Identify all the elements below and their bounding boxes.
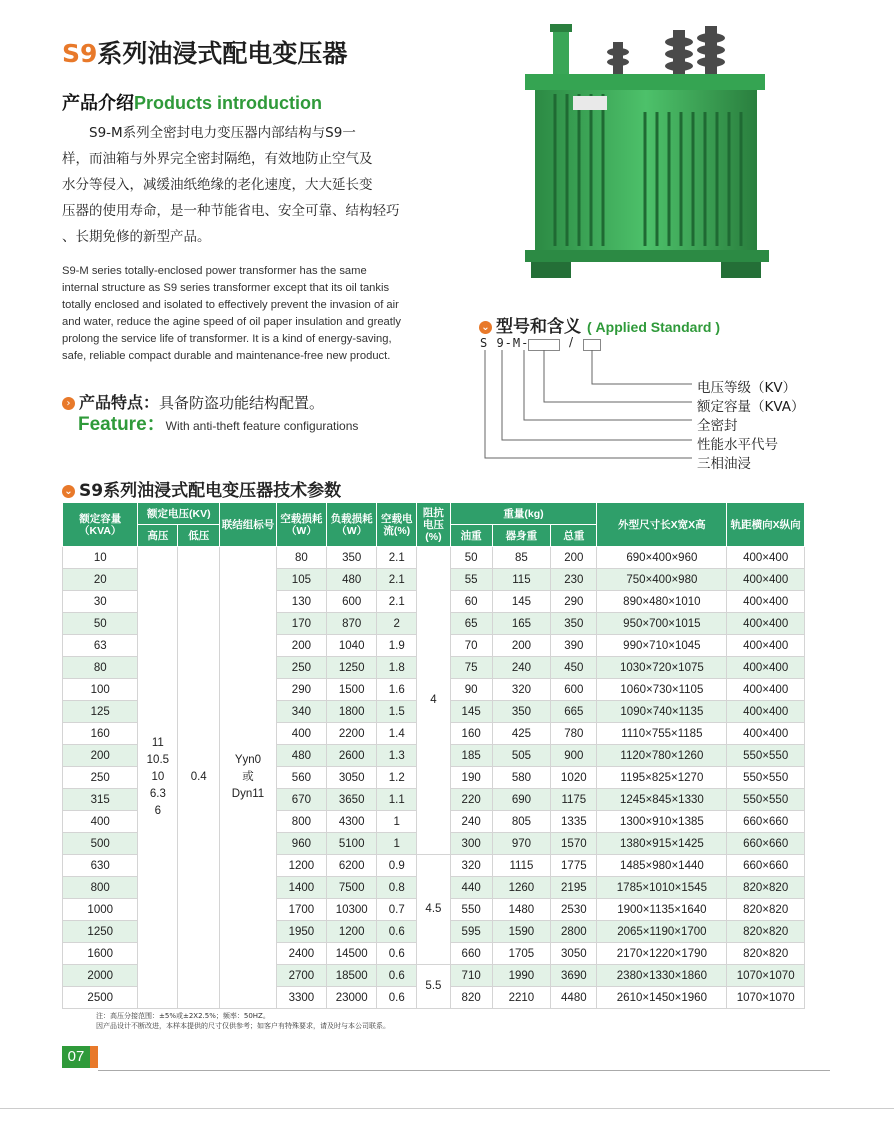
cell-capacity: 800 [63,877,138,899]
table-notes [96,1011,390,1031]
cell-dimensions: 1060×730×1105 [597,679,727,701]
cell-gauge: 820×820 [727,899,805,921]
header-connection: 联结组标号 [220,503,277,547]
feature-en: Feature：With anti-theft feature configurations [78,414,359,435]
cell-hv-merged-line: 10 [151,771,165,783]
cell-capacity: 20 [63,569,138,591]
cell-load-loss: 1040 [327,635,377,657]
cell-capacity: 2000 [63,965,138,987]
cell-capacity: 80 [63,657,138,679]
cell-noload-loss: 200 [276,635,326,657]
cell-gauge: 820×820 [727,921,805,943]
header-oil: 油重 [450,525,492,547]
cell-oil-weight: 595 [450,921,492,943]
cell-noload-current: 0.8 [377,877,417,899]
cell-noload-current: 2 [377,613,417,635]
cell-gauge: 400×400 [727,657,805,679]
cell-capacity: 100 [63,679,138,701]
cell-noload-current: 0.6 [377,965,417,987]
cell-total-weight: 2195 [551,877,597,899]
cell-dimensions: 1030×720×1075 [597,657,727,679]
cell-noload-loss: 2400 [276,943,326,965]
cell-load-loss: 2200 [327,723,377,745]
cell-noload-current: 1.4 [377,723,417,745]
cell-body-weight: 200 [492,635,551,657]
cell-body-weight: 1480 [492,899,551,921]
cell-noload-current: 1 [377,833,417,855]
cell-dimensions: 2065×1190×1700 [597,921,727,943]
cell-dimensions: 1900×1135×1640 [597,899,727,921]
intro-cn-line: 压器的使用寿命，是一种节能省电、安全可靠、结构轻巧 [62,203,400,219]
intro-en-paragraph [62,263,448,365]
cell-noload-current: 1.3 [377,745,417,767]
cell-noload-current: 1.8 [377,657,417,679]
cell-capacity: 1250 [63,921,138,943]
cell-dimensions: 950×700×1015 [597,613,727,635]
cell-noload-loss: 960 [276,833,326,855]
cell-total-weight: 390 [551,635,597,657]
cell-noload-loss: 340 [276,701,326,723]
cell-oil-weight: 185 [450,745,492,767]
intro-en-line: S9-M series totally-enclosed power transformer has the same [62,265,367,277]
cell-dimensions: 1485×980×1440 [597,855,727,877]
model-code: S 9-M- [480,336,530,350]
cell-body-weight: 1705 [492,943,551,965]
cell-oil-weight: 65 [450,613,492,635]
cell-load-loss: 2600 [327,745,377,767]
cell-capacity: 50 [63,613,138,635]
cell-gauge: 400×400 [727,547,805,569]
cell-body-weight: 1260 [492,877,551,899]
cell-body-weight: 320 [492,679,551,701]
cell-noload-current: 1 [377,811,417,833]
footer-divider [98,1070,830,1071]
header-noload-current: 空载电流(%) [377,503,417,547]
header-load-loss: 负载损耗（W） [327,503,377,547]
cell-hv-merged-line: 10.5 [146,754,170,766]
cell-total-weight: 1020 [551,767,597,789]
cell-dimensions: 2170×1220×1790 [597,943,727,965]
cell-load-loss: 350 [327,547,377,569]
cell-capacity: 500 [63,833,138,855]
cell-gauge: 660×660 [727,811,805,833]
cell-noload-loss: 290 [276,679,326,701]
cell-oil-weight: 60 [450,591,492,613]
header-capacity: 额定容量（KVA） [63,503,138,547]
model-label-performance: 性能水平代号 [697,437,778,453]
cell-connection-merged-line: Dyn11 [231,788,265,800]
cell-total-weight: 900 [551,745,597,767]
intro-cn-line: 水分等侵入，减缓油纸绝缘的老化速度，大大延长变 [62,177,373,193]
cell-load-loss: 870 [327,613,377,635]
cell-noload-loss: 130 [276,591,326,613]
cell-body-weight: 145 [492,591,551,613]
cell-connection-merged [220,547,277,1009]
cell-total-weight: 665 [551,701,597,723]
cell-total-weight: 4480 [551,987,597,1009]
cell-load-loss: 1500 [327,679,377,701]
transformer-photo [505,22,785,284]
chevron-down-icon: ⌄ [479,321,492,334]
cell-connection-merged-line: 或 [242,771,254,783]
intro-cn-line: 样，而油箱与外界完全密封隔绝，有效地防止空气及 [62,151,373,167]
cell-dimensions: 890×480×1010 [597,591,727,613]
note-line: 注：高压分接范围：±5%或±2X2.5%；频率：50HZ。 [96,1012,270,1020]
cell-noload-loss: 560 [276,767,326,789]
feature-cn: › 产品特点：具备防盗功能结构配置。 [62,390,324,413]
cell-total-weight: 600 [551,679,597,701]
cell-oil-weight: 710 [450,965,492,987]
cell-capacity: 10 [63,547,138,569]
page-number: 07 [62,1046,90,1068]
cell-total-weight: 3050 [551,943,597,965]
header-dimensions: 外型尺寸长X宽X高 [597,503,727,547]
cell-noload-current: 1.1 [377,789,417,811]
cell-dimensions: 2380×1330×1860 [597,965,727,987]
cell-body-weight: 2210 [492,987,551,1009]
cell-gauge: 400×400 [727,679,805,701]
cell-hv-merged-line: 11 [151,737,164,749]
cell-noload-loss: 1400 [276,877,326,899]
cell-oil-weight: 440 [450,877,492,899]
cell-load-loss: 1250 [327,657,377,679]
cell-hv-merged [138,547,178,1009]
model-leader-lines [480,348,700,468]
cell-noload-loss: 1200 [276,855,326,877]
header-hv: 高压 [138,525,178,547]
cell-gauge: 660×660 [727,833,805,855]
header-gauge: 轨距横向X纵向 [727,503,805,547]
cell-noload-current: 1.2 [377,767,417,789]
cell-load-loss: 600 [327,591,377,613]
cell-load-loss: 6200 [327,855,377,877]
cell-dimensions: 1380×915×1425 [597,833,727,855]
cell-gauge: 400×400 [727,569,805,591]
cell-dimensions: 1195×825×1270 [597,767,727,789]
spec-table [62,502,805,1009]
model-label-capacity: 额定容量（KVA） [697,399,805,415]
cell-dimensions: 2610×1450×1960 [597,987,727,1009]
cell-load-loss: 3650 [327,789,377,811]
cell-gauge: 1070×1070 [727,987,805,1009]
cell-load-loss: 7500 [327,877,377,899]
cell-capacity: 2500 [63,987,138,1009]
cell-body-weight: 970 [492,833,551,855]
cell-load-loss: 18500 [327,965,377,987]
cell-load-loss: 1800 [327,701,377,723]
cell-oil-weight: 300 [450,833,492,855]
model-heading: ⌄ 型号和含义 ( Applied Standard ) [479,312,720,337]
cell-load-loss: 23000 [327,987,377,1009]
chevron-down-icon: ⌄ [62,485,75,498]
cell-noload-loss: 670 [276,789,326,811]
cell-gauge: 660×660 [727,855,805,877]
intro-cn-paragraph [62,120,452,250]
cell-body-weight: 115 [492,569,551,591]
cell-capacity: 125 [63,701,138,723]
cell-load-loss: 480 [327,569,377,591]
cell-noload-current: 0.6 [377,943,417,965]
cell-body-weight: 580 [492,767,551,789]
cell-capacity: 315 [63,789,138,811]
header-noload-loss: 空载损耗（W） [276,503,326,547]
cell-oil-weight: 240 [450,811,492,833]
cell-body-weight: 690 [492,789,551,811]
cell-noload-loss: 105 [276,569,326,591]
cell-oil-weight: 75 [450,657,492,679]
cell-noload-loss: 1700 [276,899,326,921]
header-lv: 低压 [178,525,220,547]
cell-impedance-merged: 4 [417,547,451,855]
table-row [63,547,805,569]
cell-gauge: 400×400 [727,591,805,613]
cell-gauge: 400×400 [727,701,805,723]
cell-oil-weight: 70 [450,635,492,657]
cell-body-weight: 165 [492,613,551,635]
cell-noload-loss: 2700 [276,965,326,987]
cell-impedance-merged: 4.5 [417,855,451,965]
cell-oil-weight: 55 [450,569,492,591]
header-impedance: 阻抗电压(%) [417,503,451,547]
cell-oil-weight: 660 [450,943,492,965]
cell-total-weight: 1335 [551,811,597,833]
cell-load-loss: 1200 [327,921,377,943]
cell-total-weight: 780 [551,723,597,745]
cell-total-weight: 1775 [551,855,597,877]
intro-en-line: safe, reliable compact durable and maintenance-free new product. [62,350,391,362]
cell-oil-weight: 190 [450,767,492,789]
cell-noload-current: 2.1 [377,547,417,569]
cell-hv-merged-line: 6.3 [149,788,166,800]
cell-dimensions: 1110×755×1185 [597,723,727,745]
cell-oil-weight: 550 [450,899,492,921]
cell-total-weight: 230 [551,569,597,591]
cell-dimensions: 690×400×960 [597,547,727,569]
cell-body-weight: 425 [492,723,551,745]
cell-total-weight: 200 [551,547,597,569]
cell-total-weight: 1175 [551,789,597,811]
cell-body-weight: 1590 [492,921,551,943]
intro-cn-line: 、长期免修的新型产品。 [62,229,211,245]
cell-total-weight: 2530 [551,899,597,921]
cell-body-weight: 505 [492,745,551,767]
cell-lv-merged: 0.4 [178,547,220,1009]
cell-noload-loss: 400 [276,723,326,745]
intro-en-line: internal structure as S9 series transformer except that its oil tankis [62,282,390,294]
cell-dimensions: 1120×780×1260 [597,745,727,767]
cell-noload-loss: 3300 [276,987,326,1009]
cell-load-loss: 4300 [327,811,377,833]
cell-oil-weight: 50 [450,547,492,569]
cell-dimensions: 1245×845×1330 [597,789,727,811]
cell-total-weight: 3690 [551,965,597,987]
cell-dimensions: 1785×1010×1545 [597,877,727,899]
cell-total-weight: 1570 [551,833,597,855]
intro-en-line: totally enclosed and isolated to effectively prevent the invasion of air [62,299,399,311]
cell-noload-current: 2.1 [377,591,417,613]
header-weight: 重量(kg) [450,503,597,525]
cell-noload-loss: 250 [276,657,326,679]
cell-load-loss: 5100 [327,833,377,855]
cell-capacity: 160 [63,723,138,745]
table-heading: ⌄ S9系列油浸式配电变压器技术参数 [62,476,341,501]
intro-en-line: prolong the service life of transformer. It is a kind of energy-saving, [62,333,392,345]
cell-total-weight: 2800 [551,921,597,943]
cell-impedance-merged: 5.5 [417,965,451,1009]
page-number-accent [90,1046,98,1068]
cell-total-weight: 350 [551,613,597,635]
cell-total-weight: 450 [551,657,597,679]
model-label-sealed: 全密封 [697,418,738,434]
cell-oil-weight: 820 [450,987,492,1009]
cell-noload-current: 0.6 [377,921,417,943]
cell-noload-current: 0.6 [377,987,417,1009]
cell-load-loss: 3050 [327,767,377,789]
cell-noload-loss: 170 [276,613,326,635]
note-line: 因产品设计不断改进，本样本提供的尺寸仅供参考；如客户有特殊要求，请及时与本公司联系。 [96,1022,390,1030]
cell-body-weight: 1990 [492,965,551,987]
header-total: 总重 [551,525,597,547]
cell-noload-loss: 480 [276,745,326,767]
cell-oil-weight: 90 [450,679,492,701]
header-voltage: 额定电压(KV) [138,503,220,525]
model-slash: / [569,335,574,349]
chevron-right-icon: › [62,397,75,410]
cell-capacity: 200 [63,745,138,767]
cell-gauge: 550×550 [727,745,805,767]
header-body: 器身重 [492,525,551,547]
cell-gauge: 400×400 [727,613,805,635]
cell-capacity: 30 [63,591,138,613]
cell-noload-current: 1.6 [377,679,417,701]
model-label-voltage: 电压等级（KV） [697,380,797,396]
page-bottom-divider [0,1108,894,1109]
cell-load-loss: 10300 [327,899,377,921]
cell-oil-weight: 220 [450,789,492,811]
cell-noload-current: 1.5 [377,701,417,723]
cell-body-weight: 350 [492,701,551,723]
cell-noload-loss: 800 [276,811,326,833]
cell-dimensions: 750×400×980 [597,569,727,591]
cell-gauge: 550×550 [727,767,805,789]
cell-oil-weight: 145 [450,701,492,723]
cell-body-weight: 805 [492,811,551,833]
cell-noload-current: 2.1 [377,569,417,591]
cell-gauge: 400×400 [727,635,805,657]
intro-en-line: and water, reduce the agine speed of oil paper insulation and greatly [62,316,401,328]
page-title: S9系列油浸式配电变压器 [62,39,348,68]
cell-total-weight: 290 [551,591,597,613]
cell-gauge: 550×550 [727,789,805,811]
cell-capacity: 1000 [63,899,138,921]
cell-noload-current: 0.7 [377,899,417,921]
cell-gauge: 820×820 [727,877,805,899]
cell-capacity: 400 [63,811,138,833]
model-label-oil-immersed: 三相油浸 [697,456,751,472]
cell-body-weight: 85 [492,547,551,569]
intro-heading: 产品介绍Products introduction [62,93,322,114]
cell-capacity: 250 [63,767,138,789]
cell-gauge: 400×400 [727,723,805,745]
cell-noload-current: 0.9 [377,855,417,877]
cell-noload-loss: 80 [276,547,326,569]
cell-hv-merged-line: 6 [154,805,162,817]
cell-dimensions: 990×710×1045 [597,635,727,657]
cell-capacity: 630 [63,855,138,877]
cell-body-weight: 1115 [492,855,551,877]
cell-dimensions: 1300×910×1385 [597,811,727,833]
cell-noload-loss: 1950 [276,921,326,943]
cell-gauge: 1070×1070 [727,965,805,987]
cell-gauge: 820×820 [727,943,805,965]
cell-dimensions: 1090×740×1135 [597,701,727,723]
cell-oil-weight: 160 [450,723,492,745]
cell-load-loss: 14500 [327,943,377,965]
intro-cn-line: S9-M系列全密封电力变压器内部结构与S9一 [62,125,356,141]
cell-body-weight: 240 [492,657,551,679]
cell-noload-current: 1.9 [377,635,417,657]
cell-connection-merged-line: Yyn0 [234,754,262,766]
cell-capacity: 1600 [63,943,138,965]
cell-oil-weight: 320 [450,855,492,877]
cell-capacity: 63 [63,635,138,657]
